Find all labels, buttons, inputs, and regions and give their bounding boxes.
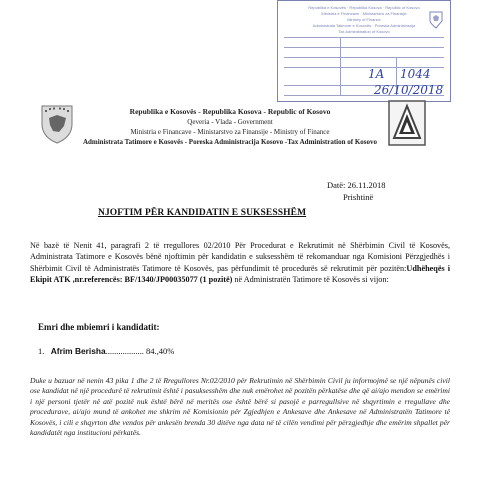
candidate-row [38,346,174,356]
position-reference: Udhëheqës i Ekipit ATK ,nr.referencës: BF/1340/JP00035077 (1 pozitë) [30,263,450,285]
body-text-a: Në bazë të Nenit 41, paragrafi 2 të rregullores 02/2010 Për Procedurat e Rekrutimit në Shërbimin Civil të Kosovës, Administrata Tatimore e Kosovës bënë njoftimin për kandidatin e suksesshëm të rekomanduar nga Komisioni Përzgjedhës i Shërbimit Civil të Administratës Tatimore të Kosovës, pas përfundimit të procedurës së rekrutimit për pozitën: [30,241,450,273]
candidate-score: 84.,40% [146,346,175,356]
stamp-line-3: Ministry of Finance [347,17,381,22]
stamp-line-2: Ministria e Financave · Ministarstvo za Finansije [321,11,407,16]
registry-stamp [277,0,451,102]
header-ministry: Ministria e Financave - Ministarstvo za Finansije - Ministry of Finance [130,128,330,136]
appeal-notice-paragraph: Duke u bazuar në nenin 43 pika 1 dhe 2 të Rregullores Nr.02/2010 për Rekrutimin në Shërbimin Civil ju informojmë se një nëpunës civil ose kandidat në një procedurë të rekrutimit është i pasuksesshëm dhe nuk emërohet në pozitën përkatëse dhe që ai/ajo mendon se emërimi i një personi tjetër në atë pozitë nuk është bërë në meritës ose është bërë si pasojë e parregullsive në shqyrtimin e rregullave dhe procedurave, ai/ajo mund të ankohet me shkrim në Komisionin për Zgjedhjen e Ankesave dhe Ankesave në Administratën Tatimore të Kosovës, i cili e shqyrton dhe vendos për ankesën brenda 30 ditëve nga data në të cilën vendimi për përzgjedhje dhe emërim shpallet për kandidatët nga institucioni përkatës. [30,376,450,438]
atk-logo-icon [388,100,426,146]
document-date: Datë: 26.11.2018 [327,180,386,190]
candidate-dots: .................. [105,346,144,356]
header-government: Qeveria - Vlada - Government [187,118,273,126]
kosovo-coat-of-arms-icon [40,104,74,144]
stamp-handwritten-protocol: 1044 [400,67,431,81]
stamp-handwritten-number: 1A [368,67,385,81]
stamp-line-1: Republika e Kosovës · Republika Kosova · Republic of Kosovo [308,5,420,10]
page-title: NJOFTIM PËR KANDIDATIN E SUKSESSHËM [98,208,307,218]
stamp-emblem-icon [428,11,444,29]
header-republic: Republika e Kosovës - Republika Kosova - Republic of Kosovo [129,107,331,116]
stamp-line-4: Administrata Tatimore e Kosovës · Poreska Administracija [312,23,416,28]
candidate-number: 1. [38,346,45,356]
header-tax-administration: Administrata Tatimore e Kosovës - Poreska Administracija Kosovo -Tax Administration of Kosovo [82,138,378,146]
body-paragraph [30,240,450,286]
document-place: Prishtinë [343,192,374,202]
stamp-line-5: Tax Administration of Kosovo [338,29,390,34]
stamp-handwritten-date: 26/10/2018 [374,83,444,97]
candidate-heading: Emri dhe mbiemri i kandidatit: [38,322,160,332]
candidate-name: Afrim Berisha [50,346,106,356]
body-text-c: në Administratën Tatimore të Kosovës si vijon: [232,275,389,285]
